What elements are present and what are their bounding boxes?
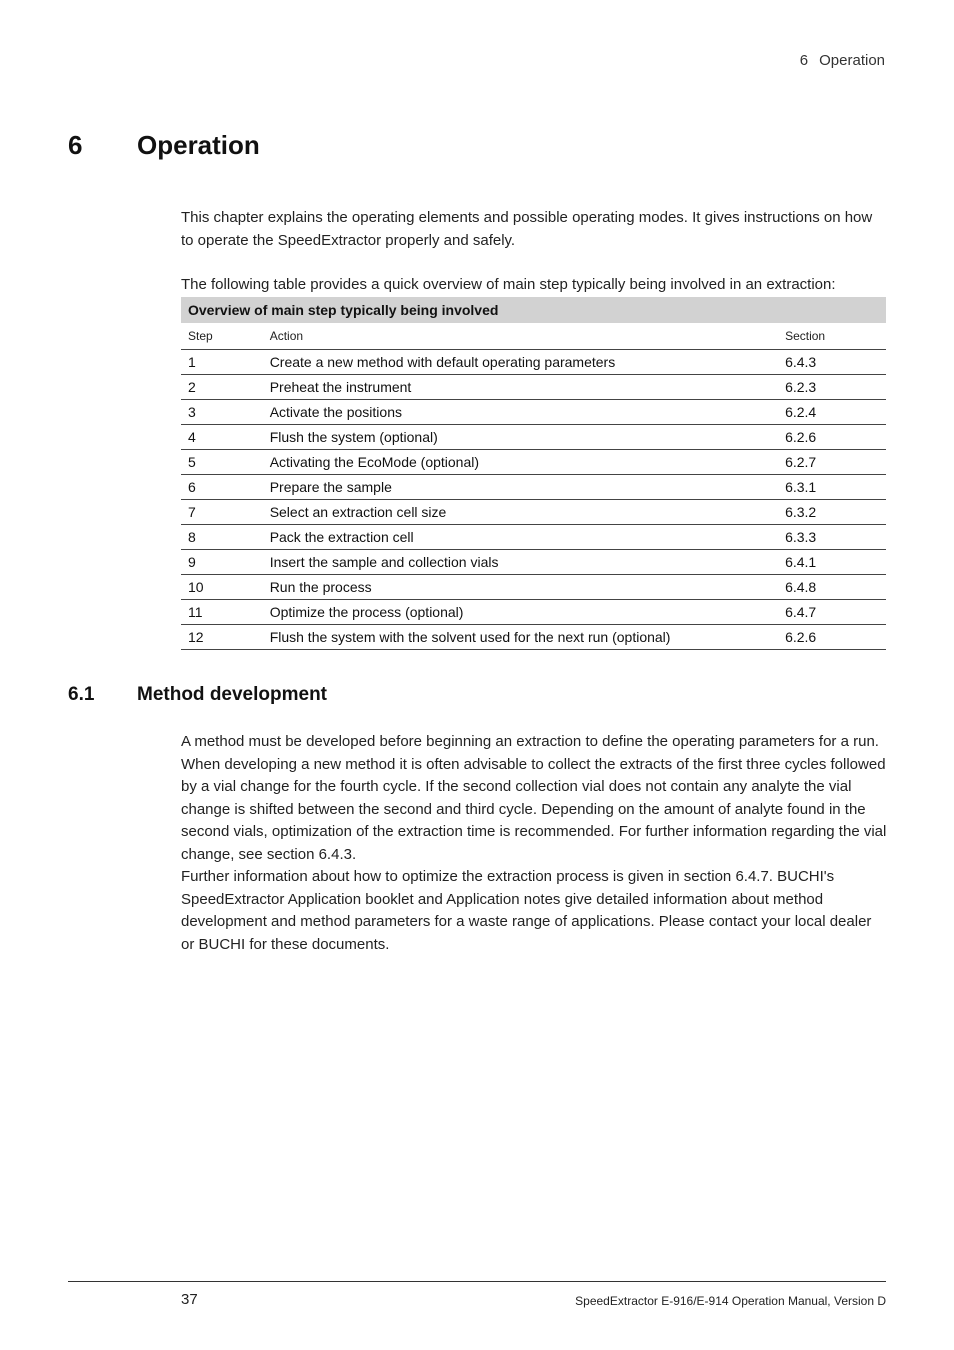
cell-action: Preheat the instrument xyxy=(263,375,778,400)
cell-action: Optimize the process (optional) xyxy=(263,600,778,625)
cell-step: 9 xyxy=(181,550,263,575)
table-row xyxy=(181,450,886,475)
table-row xyxy=(181,600,886,625)
cell-step: 4 xyxy=(181,425,263,450)
chapter-heading xyxy=(68,130,260,161)
cell-step: 5 xyxy=(181,450,263,475)
cell-section: 6.2.7 xyxy=(778,450,886,475)
chapter-title: Operation xyxy=(137,130,260,160)
table-row xyxy=(181,525,886,550)
method-paragraph-2: Further information about how to optimize the extraction process is given in section 6.4.7. BUCHI's SpeedExtractor Application booklet and Application notes give detailed information about method development and method parameters for a waste range of applications. Please contact your local dealer or BUCHI for these documents. xyxy=(181,868,872,953)
cell-action: Prepare the sample xyxy=(263,475,778,500)
method-paragraph-1: A method must be developed before beginning an extraction to define the operating parameters for a run. When developing a new method it is often advisable to collect the extracts of the first three cycles followed by a vial change for the fourth cycle. If the second collection vial does not contain any analyte the vial change is shifted between the second and third cycle. Depending on the amount of analyte found in the second vials, optimization of the extraction time is recommended. For further information regarding the vial change, see section 6.4.3. xyxy=(181,733,887,863)
table-row xyxy=(181,350,886,375)
section-heading xyxy=(68,684,327,706)
cell-section: 6.2.6 xyxy=(778,425,886,450)
table-row xyxy=(181,425,886,450)
cell-step: 1 xyxy=(181,350,263,375)
table-header-row xyxy=(181,323,886,350)
cell-step: 8 xyxy=(181,525,263,550)
section-number: 6.1 xyxy=(68,684,95,705)
page-number: 37 xyxy=(181,1291,198,1308)
cell-section: 6.4.3 xyxy=(778,350,886,375)
intro-paragraph: This chapter explains the operating elements and possible operating modes. It gives instructions on how to operate the SpeedExtractor properly and safely. xyxy=(181,209,873,249)
document-title: SpeedExtractor E-916/E-914 Operation Manual, Version D xyxy=(575,1294,886,1308)
table-intro-paragraph: The following table provides a quick overview of main step typically being involved in an extraction: xyxy=(181,276,836,293)
cell-section: 6.4.1 xyxy=(778,550,886,575)
running-header-chapter-number: 6 xyxy=(799,52,809,69)
cell-action: Flush the system with the solvent used for the next run (optional) xyxy=(263,625,778,650)
cell-step: 12 xyxy=(181,625,263,650)
cell-step: 11 xyxy=(181,600,263,625)
cell-section: 6.4.8 xyxy=(778,575,886,600)
header-action: Action xyxy=(263,323,778,350)
header-step: Step xyxy=(181,323,263,350)
cell-action: Pack the extraction cell xyxy=(263,525,778,550)
method-development-text xyxy=(181,731,887,956)
cell-action: Select an extraction cell size xyxy=(263,500,778,525)
table-row xyxy=(181,500,886,525)
table-row xyxy=(181,475,886,500)
table-row xyxy=(181,400,886,425)
cell-action: Insert the sample and collection vials xyxy=(263,550,778,575)
cell-action: Flush the system (optional) xyxy=(263,425,778,450)
section-title: Method development xyxy=(137,684,328,705)
cell-action: Create a new method with default operating parameters xyxy=(263,350,778,375)
cell-step: 6 xyxy=(181,475,263,500)
cell-section: 6.3.3 xyxy=(778,525,886,550)
table-row xyxy=(181,625,886,650)
cell-step: 3 xyxy=(181,400,263,425)
cell-step: 7 xyxy=(181,500,263,525)
cell-section: 6.2.3 xyxy=(778,375,886,400)
cell-step: 2 xyxy=(181,375,263,400)
table-caption-row xyxy=(181,297,886,323)
cell-step: 10 xyxy=(181,575,263,600)
cell-action: Run the process xyxy=(263,575,778,600)
cell-action: Activate the positions xyxy=(263,400,778,425)
chapter-number: 6 xyxy=(68,130,83,160)
table-row xyxy=(181,375,886,400)
header-section: Section xyxy=(778,323,886,350)
table-caption: Overview of main step typically being involved xyxy=(181,297,886,323)
overview-table xyxy=(181,297,886,650)
cell-section: 6.3.2 xyxy=(778,500,886,525)
running-header-chapter-title: Operation xyxy=(819,52,885,69)
footer-divider xyxy=(68,1281,886,1282)
table-row xyxy=(181,550,886,575)
cell-section: 6.2.6 xyxy=(778,625,886,650)
cell-action: Activating the EcoMode (optional) xyxy=(263,450,778,475)
running-header xyxy=(800,52,885,69)
cell-section: 6.2.4 xyxy=(778,400,886,425)
cell-section: 6.3.1 xyxy=(778,475,886,500)
cell-section: 6.4.7 xyxy=(778,600,886,625)
table-row xyxy=(181,575,886,600)
